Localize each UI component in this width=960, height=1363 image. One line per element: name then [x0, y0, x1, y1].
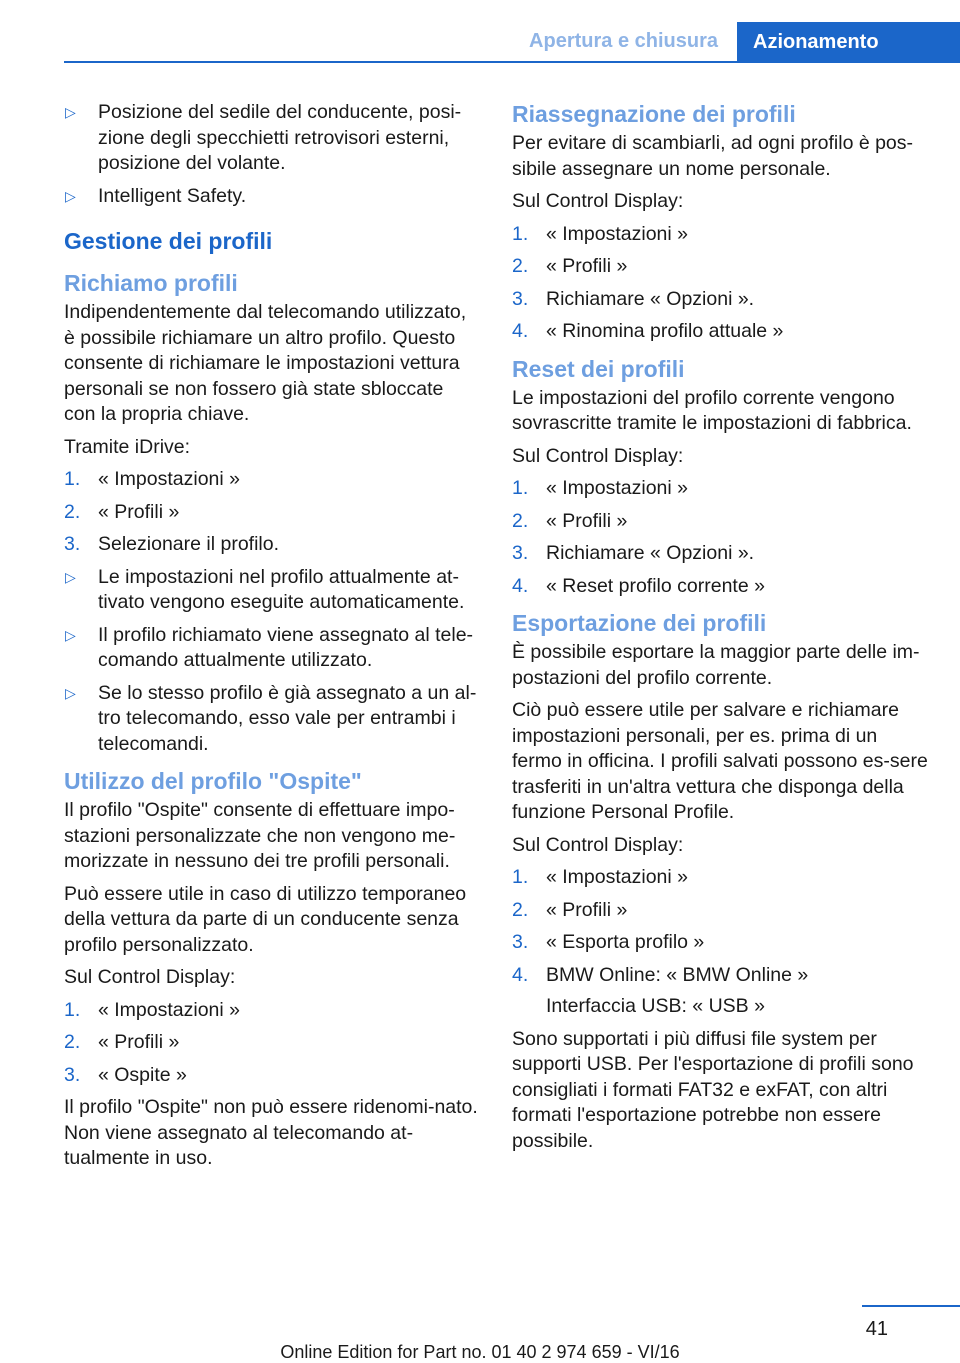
step-number: 4.	[512, 574, 529, 597]
step-list	[512, 476, 930, 599]
list-item: 3. « Ospite »	[64, 1063, 478, 1089]
paragraph: Le impostazioni del profilo corrente vengono sovrascritte tramite le impostazioni di fabbrica.	[512, 386, 912, 434]
list-item: 2. « Profili »	[64, 1030, 478, 1056]
list-item: 2. « Profili »	[512, 898, 930, 924]
list-item: 3. Selezionare il profilo.	[64, 532, 478, 558]
subsection-heading: Richiamo profili	[64, 270, 238, 296]
step-number: 1.	[64, 998, 81, 1021]
step-list	[64, 998, 478, 1089]
triangle-bullet-icon: ▷	[65, 626, 76, 643]
list-item: ▷ Se lo stesso profilo è già assegnato a un al-tro telecomando, esso vale per entrambi i telecomandi.	[65, 681, 477, 755]
subsection-heading: Utilizzo del profilo "Ospite"	[64, 768, 362, 794]
step-number: 4.	[512, 963, 529, 986]
step-number: 2.	[64, 500, 81, 523]
footer-rule	[862, 1305, 960, 1307]
step-number: 1.	[64, 468, 81, 490]
step-number: 3.	[512, 542, 529, 564]
step-list	[64, 467, 478, 558]
paragraph: Sul Control Display:	[512, 190, 684, 212]
paragraph: È possibile esportare la maggior parte delle im-postazioni del profilo corrente.	[512, 641, 920, 689]
bullet-list	[64, 565, 478, 758]
list-item: 3. Richiamare « Opzioni ».	[512, 287, 930, 313]
list-item: 4. « Reset profilo corrente »	[512, 574, 930, 600]
section-heading: Gestione dei profili	[64, 228, 273, 254]
paragraph: Tramite iDrive:	[64, 435, 191, 458]
list-item: 2. « Profili »	[64, 500, 478, 526]
step-number: 1.	[512, 866, 529, 888]
top-bullet-list	[64, 100, 478, 209]
list-item: 1. « Impostazioni »	[64, 998, 478, 1024]
step-number: 3.	[512, 287, 529, 310]
triangle-bullet-icon: ▷	[65, 104, 76, 120]
paragraph: Ciò può essere utile per salvare e richiamare impostazioni personali, per es. prima di un fermo in officina. I profili salvati possono es-sere trasferiti in un'altra vettura che disponga della funzione Personal Profile.	[512, 699, 928, 823]
step-number: 3.	[64, 1063, 81, 1086]
step-number: 3.	[64, 533, 81, 555]
list-item: 4. « Rinomina profilo attuale »	[512, 319, 930, 345]
triangle-bullet-icon: ▷	[65, 568, 76, 585]
step-number: 4.	[512, 320, 529, 342]
step-number: 2.	[512, 255, 529, 277]
header-rule	[64, 61, 960, 63]
list-item: 2. « Profili »	[512, 509, 930, 535]
paragraph: Il profilo "Ospite" non può essere ridenomi-nato. Non viene assegnato al telecomando at-tualmente in uso.	[64, 1096, 478, 1169]
step-list	[512, 222, 930, 345]
list-item: 1. « Impostazioni »	[64, 467, 478, 493]
list-item: 3. « Esporta profilo »	[512, 930, 930, 956]
list-item: 1. « Impostazioni »	[512, 222, 930, 248]
list-item: 3. Richiamare « Opzioni ».	[512, 541, 930, 567]
paragraph: Indipendentemente dal telecomando utilizzato, è possibile richiamare un altro profilo. Questo consente di richiamare le impostazioni vettura personali se non fossero già state sbloccate con la propria chiave.	[64, 301, 467, 425]
list-item: 4. BMW Online: « BMW Online »	[512, 963, 930, 989]
step-list	[512, 865, 930, 988]
paragraph: Il profilo "Ospite" consente di effettuare impo-stazioni personalizzate che non vengono me-morizzate in nessuno dei tre profili personali.	[64, 799, 456, 872]
page-number: 41	[865, 1318, 888, 1340]
step-number: 1.	[512, 222, 529, 245]
list-item: ▷ Intelligent Safety.	[64, 184, 478, 210]
list-item: ▷ Posizione del sedile del conducente, posi-zione degli specchietti retrovisori esterni, posizione del volante.	[65, 101, 462, 174]
paragraph: Sul Control Display:	[512, 444, 684, 467]
paragraph: Sul Control Display:	[512, 833, 684, 856]
step-number: 1.	[512, 477, 529, 499]
list-item: 1. « Impostazioni »	[512, 476, 930, 502]
footer-edition: Online Edition for Part no. 01 40 2 974 659 - VI/16	[280, 1342, 680, 1362]
paragraph: Può essere utile in caso di utilizzo temporaneo della vettura da parte di un conducente senza profilo personalizzato.	[64, 882, 467, 956]
left-column	[64, 100, 478, 1179]
list-item: ▷ Le impostazioni nel profilo attualmente at-tivato vengono eseguite automaticamente.	[65, 565, 465, 613]
subsection-heading: Riassegnazione dei profili	[512, 101, 796, 127]
step-number: 2.	[512, 898, 529, 921]
subsection-heading: Reset dei profili	[512, 355, 685, 382]
list-item: 2. « Profili »	[512, 254, 930, 280]
paragraph: Per evitare di scambiarli, ad ogni profilo è pos-sibile assegnare un nome personale.	[512, 132, 914, 180]
paragraph: Sono supportati i più diffusi file system per supporti USB. Per l'esportazione di profili sono consigliati i formati FAT32 e exFAT, con altri formati l'esportazione potrebbe non essere possibile.	[512, 1027, 914, 1152]
list-item: 1. « Impostazioni »	[512, 865, 930, 891]
step-number: 2.	[64, 1031, 81, 1053]
paragraph: Sul Control Display:	[64, 966, 236, 988]
step-sub-text: Interfaccia USB: « USB »	[546, 995, 765, 1017]
step-number: 3.	[512, 931, 529, 953]
subsection-heading: Esportazione dei profili	[512, 610, 767, 636]
triangle-bullet-icon: ▷	[65, 684, 76, 701]
header-tab: Azionamento	[737, 22, 960, 63]
header-section: Apertura e chiusura	[529, 30, 718, 52]
step-number: 2.	[512, 509, 529, 532]
triangle-bullet-icon: ▷	[65, 187, 76, 204]
list-item: ▷ Il profilo richiamato viene assegnato al tele-comando attualmente utilizzato.	[65, 623, 474, 671]
right-column	[512, 100, 930, 1161]
